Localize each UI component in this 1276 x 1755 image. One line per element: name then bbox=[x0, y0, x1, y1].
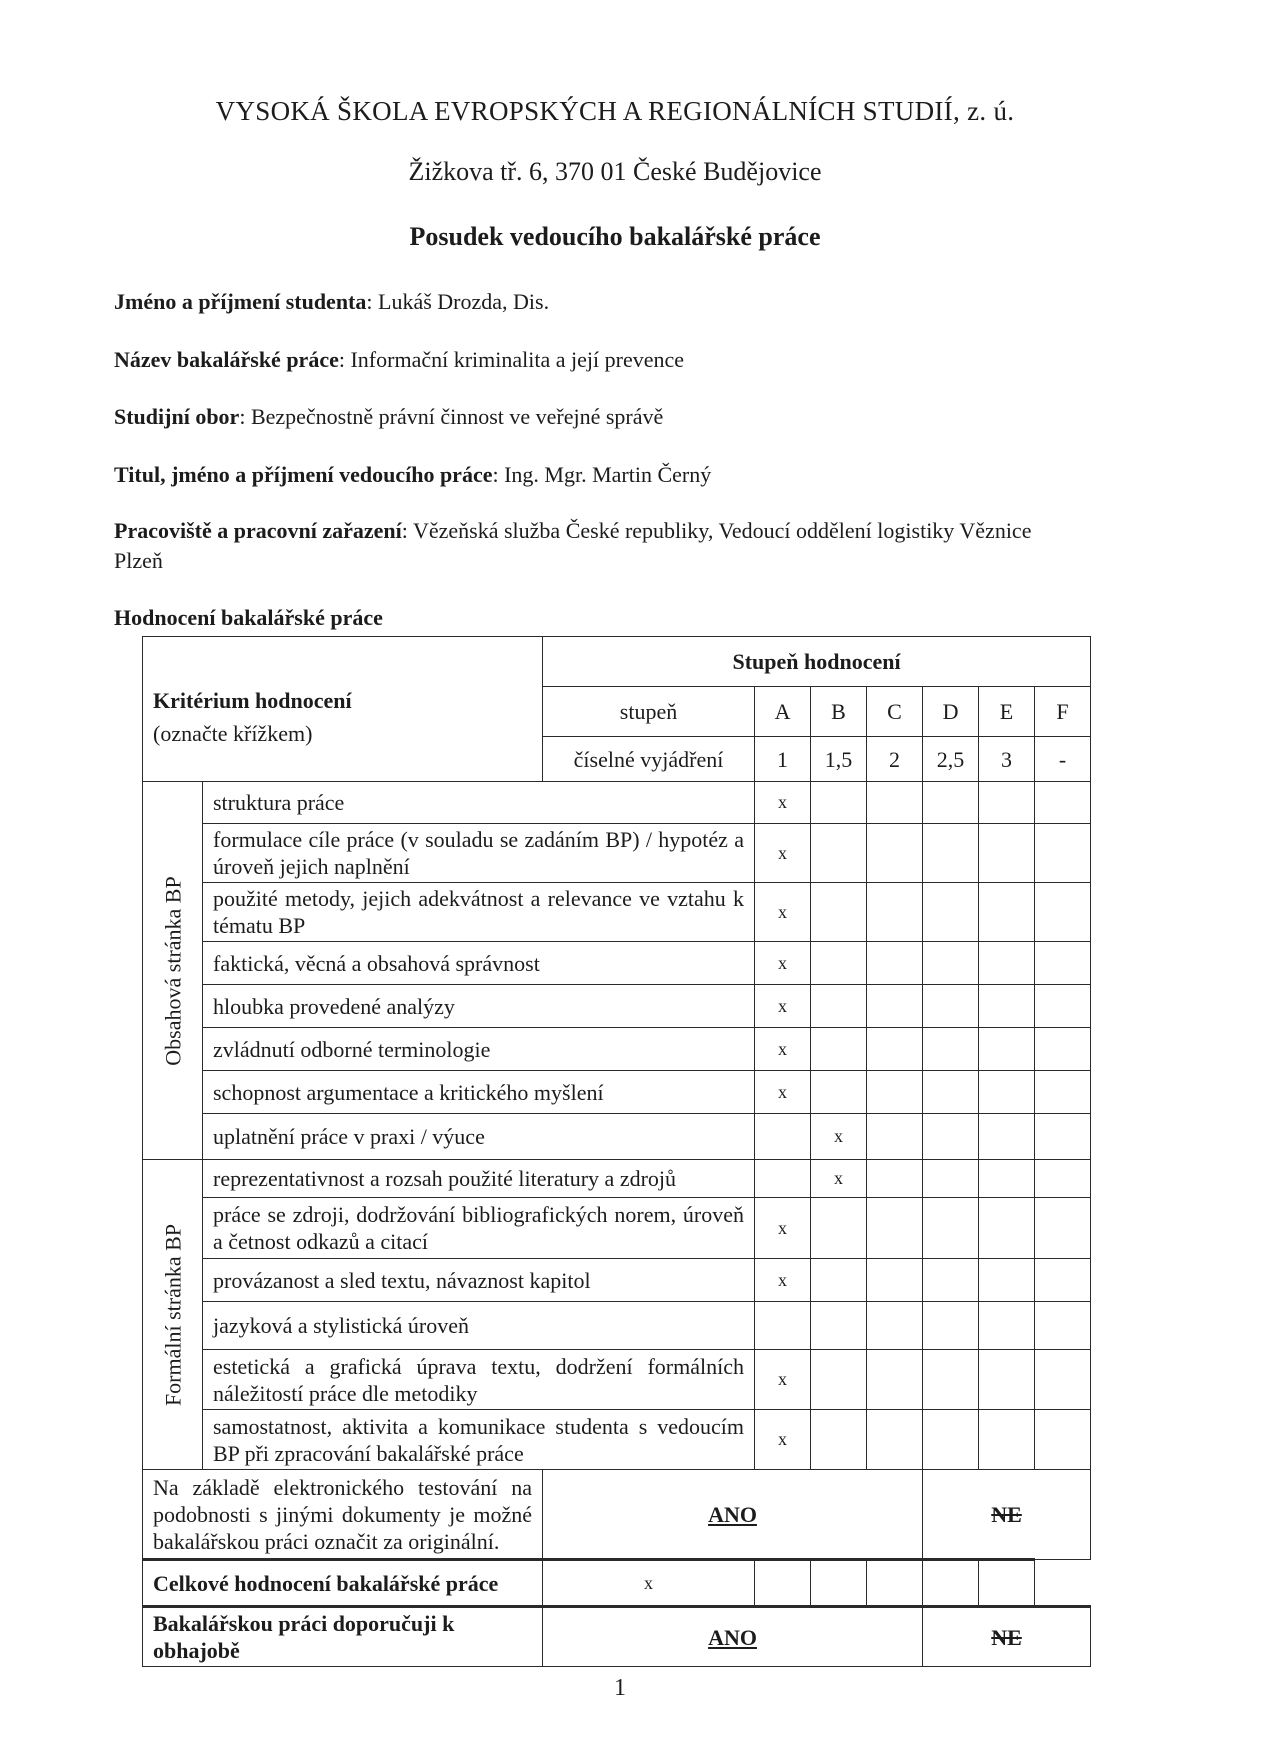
grade-mark-a: x bbox=[755, 1259, 811, 1302]
grade-mark-c bbox=[867, 1028, 923, 1071]
criterion-label: provázanost a sled textu, návaznost kapitol bbox=[203, 1259, 755, 1302]
grade-mark-c bbox=[867, 942, 923, 985]
grade-mark-a: x bbox=[755, 985, 811, 1028]
recommend-label: Bakalářskou práci doporučuji k obhajobě bbox=[143, 1607, 543, 1667]
grade-mark-c bbox=[867, 1160, 923, 1198]
criterion-note: (označte křížkem) bbox=[153, 721, 313, 746]
numeric-c: 2 bbox=[867, 737, 923, 782]
grade-mark-e bbox=[979, 1028, 1035, 1071]
criterion-row bbox=[143, 1259, 1091, 1302]
workplace-label: Pracoviště a pracovní zařazení bbox=[114, 518, 402, 543]
table-footer bbox=[143, 1470, 1091, 1667]
grade-a: A bbox=[755, 687, 811, 737]
grade-mark-b bbox=[811, 1302, 867, 1350]
grade-mark-b bbox=[811, 1410, 867, 1470]
overall-mark-d bbox=[867, 1560, 923, 1607]
grade-mark-b bbox=[811, 1028, 867, 1071]
supervisor-field: Titul, jméno a příjmení vedoucího práce: Ing. Mgr. Martin Černý bbox=[114, 462, 712, 487]
criterion-label: estetická a grafická úprava textu, dodržení formálních náležitostí práce dle metodiky bbox=[203, 1350, 755, 1410]
section-title: Hodnocení bakalářské práce bbox=[114, 605, 383, 630]
numeric-f: - bbox=[1035, 737, 1091, 782]
originality-yes: ANO bbox=[543, 1470, 923, 1560]
criterion-label: faktická, věcná a obsahová správnost bbox=[203, 942, 755, 985]
program-value: Bezpečnostně právní činnost ve veřejné správě bbox=[250, 404, 664, 429]
grade-mark-f bbox=[1035, 1302, 1091, 1350]
criterion-label: reprezentativnost a rozsah použité literatury a zdrojů bbox=[203, 1160, 755, 1198]
student-label: Jméno a příjmení studenta bbox=[114, 289, 367, 314]
thesis-label: Název bakalářské práce bbox=[114, 347, 339, 372]
grade-mark-a: x bbox=[755, 1028, 811, 1071]
grade-mark-f bbox=[1035, 782, 1091, 824]
grade-mark-f bbox=[1035, 942, 1091, 985]
grade-mark-d bbox=[923, 883, 979, 942]
grade-mark-a bbox=[755, 1114, 811, 1160]
grade-mark-f bbox=[1035, 824, 1091, 883]
workplace-value: Vězeňská služba České republiky, Vedoucí oddělení logistiky Věznice Plzeň bbox=[114, 518, 1032, 573]
supervisor-value: Ing. Mgr. Martin Černý bbox=[504, 462, 712, 487]
criterion-label: použité metody, jejich adekvátnost a relevance ve vztahu k tématu BP bbox=[203, 883, 755, 942]
criterion-row bbox=[143, 1350, 1091, 1410]
criterion-label: práce se zdroji, dodržování bibliografických norem, úroveň a četnost odkazů a citací bbox=[203, 1198, 755, 1259]
grade-b: B bbox=[811, 687, 867, 737]
criterion-row bbox=[143, 1410, 1091, 1470]
criterion-label: samostatnost, aktivita a komunikace studenta s vedoucím BP při zpracování bakalářské práce bbox=[203, 1410, 755, 1470]
grade-f: F bbox=[1035, 687, 1091, 737]
overall-mark-a: x bbox=[543, 1560, 755, 1607]
grade-mark-e bbox=[979, 1259, 1035, 1302]
page-number: 1 bbox=[614, 1675, 626, 1701]
formal-group bbox=[143, 1160, 203, 1470]
overall-mark-b bbox=[755, 1560, 811, 1607]
grade-mark-e bbox=[979, 782, 1035, 824]
grade-mark-d bbox=[923, 1410, 979, 1470]
workplace-field: Pracoviště a pracovní zařazení: Vězeňská služba České republiky, Vedoucí oddělení logistiky Věznice Plzeň bbox=[114, 518, 1032, 573]
grade-mark-f bbox=[1035, 1028, 1091, 1071]
grade-mark-e bbox=[979, 1160, 1035, 1198]
grade-mark-c bbox=[867, 1410, 923, 1470]
criterion-row bbox=[143, 1160, 1091, 1198]
grade-row-label: stupeň bbox=[543, 687, 755, 737]
grade-header: Stupeň hodnocení bbox=[543, 637, 1091, 687]
grade-mark-f bbox=[1035, 1350, 1091, 1410]
criterion-row bbox=[143, 942, 1091, 985]
overall-mark-f bbox=[979, 1560, 1035, 1607]
criterion-label: schopnost argumentace a kritického myšlení bbox=[203, 1071, 755, 1114]
grade-mark-c bbox=[867, 782, 923, 824]
grade-mark-a bbox=[755, 1160, 811, 1198]
numeric-a: 1 bbox=[755, 737, 811, 782]
student-value: Lukáš Drozda, Dis. bbox=[378, 289, 550, 314]
grade-mark-c bbox=[867, 1302, 923, 1350]
thesis-field: Název bakalářské práce: Informační kriminalita a její prevence bbox=[114, 347, 684, 372]
grade-mark-b bbox=[811, 1071, 867, 1114]
criterion-title: Kritérium hodnocení bbox=[153, 688, 352, 713]
grade-mark-a: x bbox=[755, 782, 811, 824]
grade-mark-c bbox=[867, 883, 923, 942]
evaluation-table bbox=[142, 636, 1091, 1667]
grade-mark-e bbox=[979, 883, 1035, 942]
grade-mark-e bbox=[979, 1410, 1035, 1470]
grade-mark-f bbox=[1035, 1410, 1091, 1470]
grade-mark-a: x bbox=[755, 1198, 811, 1259]
numeric-b: 1,5 bbox=[811, 737, 867, 782]
grade-mark-f bbox=[1035, 1259, 1091, 1302]
grade-mark-d bbox=[923, 985, 979, 1028]
grade-mark-e bbox=[979, 942, 1035, 985]
grade-mark-e bbox=[979, 1071, 1035, 1114]
grade-mark-a: x bbox=[755, 1350, 811, 1410]
program-label: Studijní obor bbox=[114, 404, 240, 429]
grade-mark-a: x bbox=[755, 942, 811, 985]
grade-mark-d bbox=[923, 1198, 979, 1259]
grade-mark-a: x bbox=[755, 883, 811, 942]
criterion-row bbox=[143, 1198, 1091, 1259]
grade-mark-b: x bbox=[811, 1160, 867, 1198]
grade-mark-d bbox=[923, 1259, 979, 1302]
grade-mark-e bbox=[979, 1198, 1035, 1259]
grade-mark-b bbox=[811, 824, 867, 883]
grade-mark-d bbox=[923, 1302, 979, 1350]
institution-address: Žižkova tř. 6, 370 01 České Budějovice bbox=[408, 157, 822, 186]
criterion-row bbox=[143, 824, 1091, 883]
grade-mark-e bbox=[979, 1350, 1035, 1410]
formal-group-label: Formální stránka BP bbox=[160, 1223, 185, 1406]
grade-mark-c bbox=[867, 985, 923, 1028]
criterion-row bbox=[143, 1071, 1091, 1114]
grade-mark-d bbox=[923, 1114, 979, 1160]
criterion-label: zvládnutí odborné terminologie bbox=[203, 1028, 755, 1071]
grade-mark-b bbox=[811, 1259, 867, 1302]
grade-mark-c bbox=[867, 1071, 923, 1114]
recommend-no: NE bbox=[923, 1607, 1091, 1667]
table-header bbox=[143, 637, 1091, 782]
grade-mark-b bbox=[811, 782, 867, 824]
document-title: Posudek vedoucího bakalářské práce bbox=[409, 222, 821, 251]
grade-mark-a: x bbox=[755, 1071, 811, 1114]
criterion-label: jazyková a stylistická úroveň bbox=[203, 1302, 755, 1350]
overall-mark-c bbox=[811, 1560, 867, 1607]
grade-c: C bbox=[867, 687, 923, 737]
grade-mark-c bbox=[867, 1259, 923, 1302]
overall-label: Celkové hodnocení bakalářské práce bbox=[143, 1560, 543, 1607]
grade-mark-c bbox=[867, 1114, 923, 1160]
institution-name: VYSOKÁ ŠKOLA EVROPSKÝCH A REGIONÁLNÍCH STUDIÍ, z. ú. bbox=[215, 96, 1015, 126]
content-group bbox=[143, 782, 203, 1160]
grade-mark-b: x bbox=[811, 1114, 867, 1160]
grade-mark-f bbox=[1035, 985, 1091, 1028]
grade-mark-a: x bbox=[755, 824, 811, 883]
supervisor-label: Titul, jméno a příjmení vedoucího práce bbox=[114, 462, 493, 487]
originality-text: Na základě elektronického testování na podobnosti s jinými dokumenty je možné bakalářskou práci označit za originální. bbox=[143, 1470, 543, 1560]
grade-mark-d bbox=[923, 782, 979, 824]
student-field: Jméno a příjmení studenta: Lukáš Drozda, Dis. bbox=[114, 289, 550, 314]
grade-mark-c bbox=[867, 824, 923, 883]
numeric-d: 2,5 bbox=[923, 737, 979, 782]
grade-mark-d bbox=[923, 1160, 979, 1198]
grade-mark-b bbox=[811, 942, 867, 985]
grade-mark-e bbox=[979, 985, 1035, 1028]
content-section bbox=[143, 782, 1091, 1160]
grade-mark-f bbox=[1035, 1071, 1091, 1114]
grade-mark-e bbox=[979, 1114, 1035, 1160]
criterion-label: hloubka provedené analýzy bbox=[203, 985, 755, 1028]
grade-mark-d bbox=[923, 1350, 979, 1410]
formal-section bbox=[143, 1160, 1091, 1470]
program-field: Studijní obor: Bezpečnostně právní činnost ve veřejné správě bbox=[114, 404, 664, 429]
thesis-value: Informační kriminalita a její prevence bbox=[350, 347, 684, 372]
grade-mark-f bbox=[1035, 883, 1091, 942]
criterion-label: struktura práce bbox=[203, 782, 755, 824]
criterion-row bbox=[143, 1302, 1091, 1350]
criterion-row bbox=[143, 1114, 1091, 1160]
criterion-row bbox=[143, 1028, 1091, 1071]
grade-mark-b bbox=[811, 1350, 867, 1410]
criterion-label: uplatnění práce v praxi / výuce bbox=[203, 1114, 755, 1160]
grade-mark-b bbox=[811, 1198, 867, 1259]
criterion-header bbox=[143, 637, 543, 782]
criterion-row bbox=[143, 883, 1091, 942]
grade-mark-f bbox=[1035, 1114, 1091, 1160]
criterion-label: formulace cíle práce (v souladu se zadáním BP) / hypotéz a úroveň jejich naplnění bbox=[203, 824, 755, 883]
recommend-yes: ANO bbox=[543, 1607, 923, 1667]
criterion-row bbox=[143, 782, 1091, 824]
numeric-e: 3 bbox=[979, 737, 1035, 782]
grade-mark-e bbox=[979, 824, 1035, 883]
criterion-row bbox=[143, 985, 1091, 1028]
grade-mark-e bbox=[979, 1302, 1035, 1350]
numeric-row-label: číselné vyjádření bbox=[543, 737, 755, 782]
grade-d: D bbox=[923, 687, 979, 737]
overall-mark-e bbox=[923, 1560, 979, 1607]
grade-mark-a: x bbox=[755, 1410, 811, 1470]
grade-mark-f bbox=[1035, 1198, 1091, 1259]
grade-mark-c bbox=[867, 1350, 923, 1410]
grade-mark-c bbox=[867, 1198, 923, 1259]
grade-mark-d bbox=[923, 1071, 979, 1114]
grade-mark-b bbox=[811, 985, 867, 1028]
originality-no: NE bbox=[923, 1470, 1091, 1560]
grade-mark-a bbox=[755, 1302, 811, 1350]
grade-mark-d bbox=[923, 824, 979, 883]
grade-mark-d bbox=[923, 942, 979, 985]
grade-e: E bbox=[979, 687, 1035, 737]
grade-mark-d bbox=[923, 1028, 979, 1071]
grade-mark-b bbox=[811, 883, 867, 942]
grade-mark-f bbox=[1035, 1160, 1091, 1198]
content-group-label: Obsahová stránka BP bbox=[160, 875, 185, 1066]
